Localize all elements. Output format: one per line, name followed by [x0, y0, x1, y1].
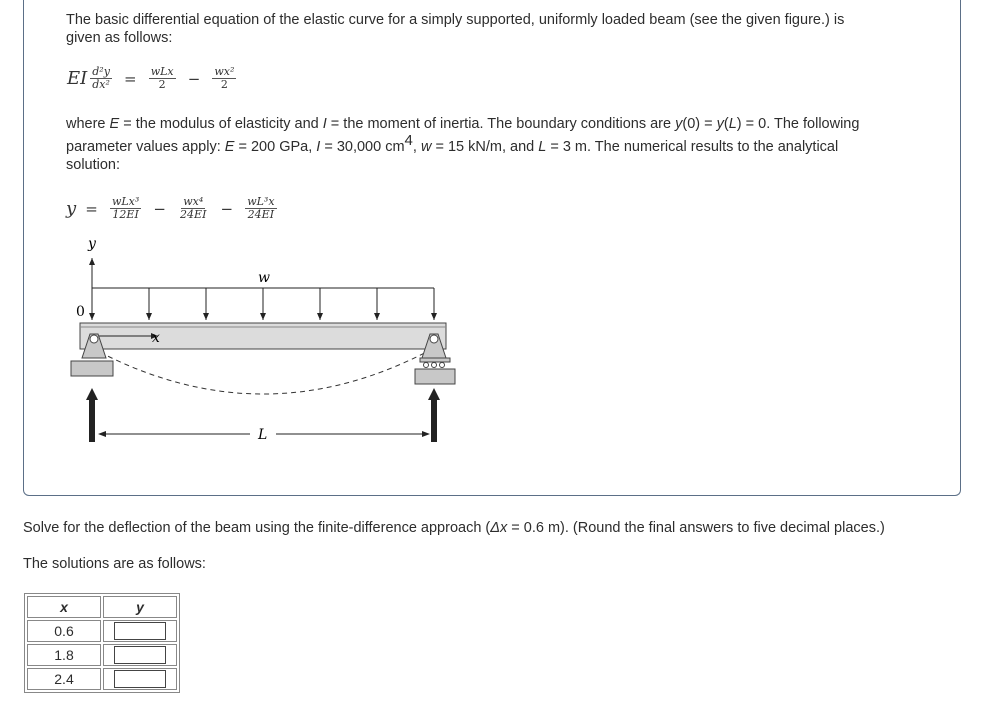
where-line-1: where E = the modulus of elasticity and I = the moment of inertia. The boundary conditions are y(0) = y(L) = 0. The following — [66, 116, 860, 132]
deflection-curve — [92, 348, 434, 394]
eq2-term-1: $\frac{\text{wLx³}}{12EI}$ — [111, 195, 140, 221]
x-value: 2.4 — [27, 668, 101, 690]
answer-input-y-1[interactable] — [114, 622, 166, 640]
analytical-solution: y = $\frac{\text{wLx³}}{12EI}$ − $\frac{\text{wx⁴}}{24EI}$ − $\frac{\text{wL³x}}{24EI}$ — [66, 195, 275, 221]
eq1-term-1: $\frac{\text{wLx}}{2}$ — [150, 65, 174, 91]
x-value: 0.6 — [27, 620, 101, 642]
eq1-term-2: $\frac{\text{wx²}}{2}$ — [214, 65, 235, 91]
where-line-2: parameter values apply: E = 200 GPa, I = 30,000 $cm^4$, w = 15 kN/m, and L = 3 m. The numerical results to the analytical — [66, 132, 839, 155]
solutions-label: The solutions are as follows: — [23, 556, 206, 572]
intro-line-1: The basic differential equation of the elastic curve for a simply supported, uniformly loaded beam (see the given figure.) is — [66, 12, 845, 28]
x-value: 1.8 — [27, 644, 101, 666]
question: Solve for the deflection of the beam using the finite-difference approach (Δx = 0.6 m). (Round the final answers to five decimal places.) — [23, 520, 885, 536]
span-label: L — [258, 427, 268, 443]
table-row — [27, 644, 177, 666]
eq2-term-3: $\frac{\text{wL³x}}{24EI}$ — [247, 195, 275, 221]
differential-equation: EI $\frac{\text{d²y}}{\text{dx²}}$ = $\frac{\text{wLx}}{2}$ − $\frac{\text{wx²}}{2}$ — [67, 65, 235, 91]
intro-line-2: given as follows: — [66, 30, 173, 46]
origin-label: 0 — [76, 304, 85, 320]
table-row — [27, 668, 177, 690]
where-line-3: solution: — [66, 157, 121, 173]
load-arrows — [92, 288, 434, 320]
answer-input-y-2[interactable] — [114, 646, 166, 664]
header-y: y — [103, 596, 177, 618]
x-axis-label: x — [152, 330, 160, 346]
y-axis-label: y — [88, 236, 96, 252]
solutions-table — [24, 593, 180, 693]
header-x: x — [27, 596, 101, 618]
eq1-lhs: EI — [67, 68, 88, 89]
answer-input-y-3[interactable] — [114, 670, 166, 688]
beam-figure — [60, 230, 480, 450]
load-label: w — [258, 270, 270, 286]
eq1-derivative: $\frac{\text{d²y}}{\text{dx²}}$ — [92, 65, 110, 91]
eq2-term-2: $\frac{\text{wx⁴}}{24EI}$ — [180, 195, 207, 221]
table-row — [27, 620, 177, 642]
